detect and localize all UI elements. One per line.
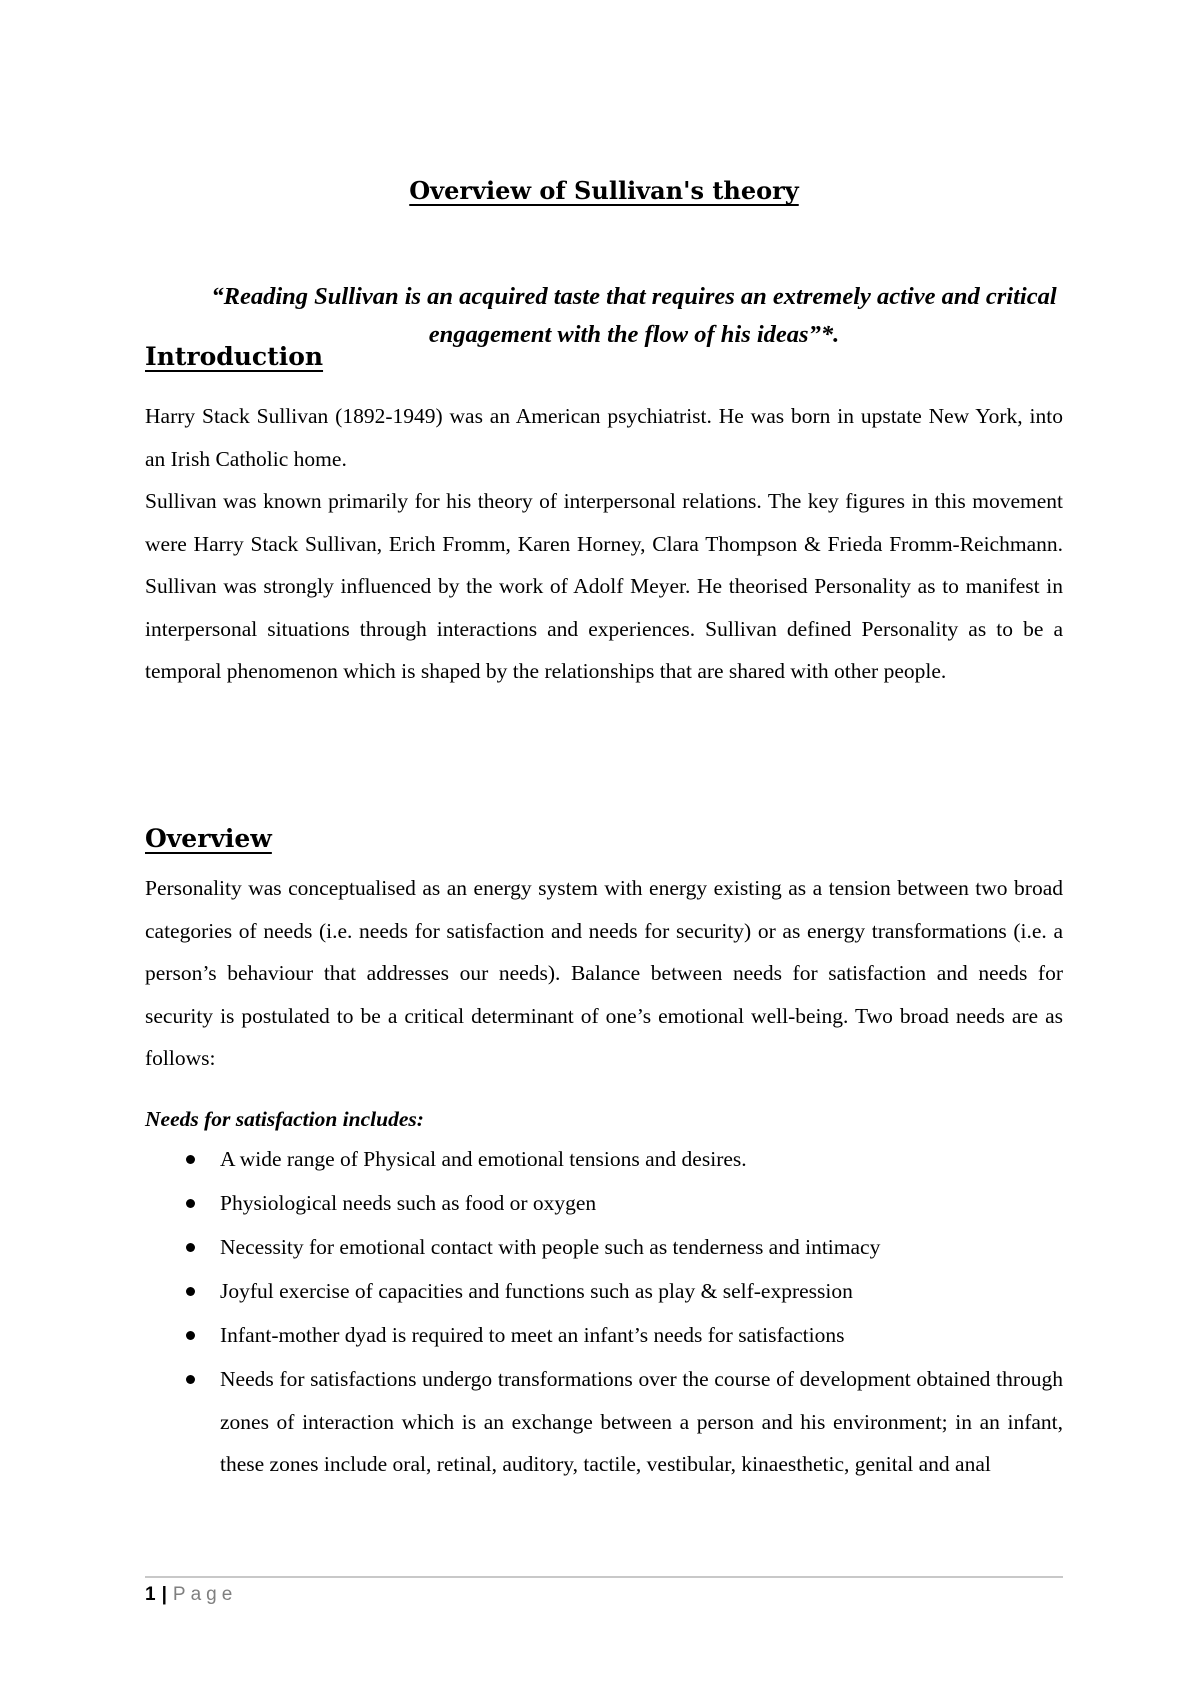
overview-heading: Overview bbox=[145, 824, 272, 853]
bullet-icon bbox=[186, 1331, 195, 1340]
document-title: Overview of Sullivan's theory bbox=[409, 176, 799, 205]
introduction-paragraph-2: Sullivan was known primarily for his theory of interpersonal relations. The key figures in this movement were Harry Stack Sullivan, Erich Fromm, Karen Horney, Clara Thompson & Frieda Fromm-Reichmann. Sullivan was strongly influenced by the work of Adolf Meyer. He theorised Personality as to manifest in interpersonal situations through interactions and experiences. Sullivan defined Personality as to be a temporal phenomenon which is shaped by the relationships that are shared with other people. bbox=[145, 489, 1063, 683]
list-item bbox=[145, 1358, 1063, 1486]
bullet-icon bbox=[186, 1287, 195, 1296]
footer-separator: | bbox=[161, 1584, 167, 1605]
bullet-icon bbox=[186, 1243, 195, 1252]
page-number: 1 bbox=[145, 1584, 156, 1605]
introduction-heading: Introduction bbox=[145, 342, 324, 371]
list-item-text: Necessity for emotional contact with people such as tenderness and intimacy bbox=[220, 1235, 881, 1259]
bullet-icon bbox=[186, 1199, 195, 1208]
epigraph-quote: “Reading Sullivan is an acquired taste that requires an extremely active and critical engagement with the flow of his ideas”*. bbox=[211, 283, 1057, 348]
introduction-paragraph-1: Harry Stack Sullivan (1892-1949) was an American psychiatrist. He was born in upstate New York, into an Irish Catholic home. bbox=[145, 404, 1063, 471]
list-item bbox=[145, 1182, 1063, 1225]
list-item-text: Physiological needs such as food or oxygen bbox=[220, 1191, 597, 1215]
list-item-text: Infant-mother dyad is required to meet an infant’s needs for satisfactions bbox=[220, 1323, 845, 1347]
list-item-text: A wide range of Physical and emotional tensions and desires. bbox=[220, 1147, 747, 1171]
needs-satisfaction-subheading: Needs for satisfaction includes: bbox=[145, 1107, 424, 1131]
needs-satisfaction-list bbox=[145, 1138, 1063, 1487]
bullet-icon bbox=[186, 1375, 195, 1384]
footer-divider bbox=[145, 1576, 1063, 1578]
list-item bbox=[145, 1270, 1063, 1313]
list-item bbox=[145, 1226, 1063, 1269]
overview-paragraph: Personality was conceptualised as an energy system with energy existing as a tension between two broad categories of needs (i.e. needs for satisfaction and needs for security) or as energy transformations (i.e. a person’s behaviour that addresses our needs). Balance between needs for satisfaction and needs for security is postulated to be a critical determinant of one’s emotional well-being. Two broad needs are as follows: bbox=[145, 876, 1063, 1070]
list-item bbox=[145, 1138, 1063, 1181]
list-item-text: Joyful exercise of capacities and functions such as play & self-expression bbox=[220, 1279, 853, 1303]
bullet-icon bbox=[186, 1155, 195, 1164]
list-item-text: Needs for satisfactions undergo transformations over the course of development obtained through zones of interaction which is an exchange between a person and his environment; in an infant, these zones include oral, retinal, auditory, tactile, vestibular, kinaesthetic, genital and anal bbox=[220, 1367, 1063, 1476]
list-item bbox=[145, 1314, 1063, 1357]
page-label: Page bbox=[172, 1584, 238, 1605]
page-footer bbox=[145, 1584, 237, 1606]
